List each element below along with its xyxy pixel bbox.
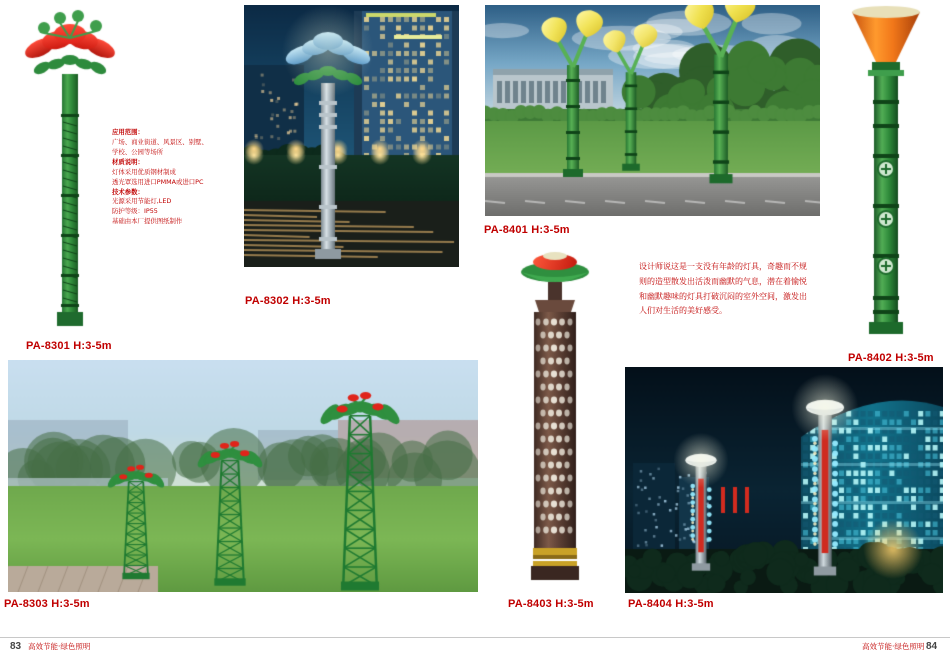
spec-line-7: 技术参数：: [112, 187, 144, 196]
product-image-pa-8403: [500, 248, 610, 592]
product-image-pa-8301: [8, 4, 128, 334]
spec-line-1: 应用范围：: [112, 128, 144, 136]
product-image-pa-8302: [243, 4, 460, 268]
page-number-right: 84: [926, 641, 938, 652]
caption-pa-8401: PA-8401 H:3-5m: [484, 224, 570, 236]
footer-divider: [0, 637, 950, 638]
spec-line-9: 防护等级：IP55: [112, 207, 158, 216]
spec-line-8: 光源采用节能灯,LED: [112, 197, 172, 206]
footer-tagline-right: 高效节能·绿色照明: [862, 642, 925, 651]
spec-line-3: 学校、公园等场所: [112, 147, 164, 156]
specification-text-block: [112, 128, 222, 227]
product-image-pa-8402: [830, 4, 942, 344]
page-number-left: 83: [10, 641, 22, 652]
caption-pa-8301: PA-8301 H:3-5m: [26, 340, 112, 352]
caption-pa-8404: PA-8404 H:3-5m: [628, 598, 714, 610]
caption-pa-8303: PA-8303 H:3-5m: [4, 598, 90, 610]
caption-pa-8402: PA-8402 H:3-5m: [848, 352, 934, 364]
caption-pa-8403: PA-8403 H:3-5m: [508, 598, 594, 610]
footer-tagline-left: 高效节能·绿色照明: [28, 642, 91, 651]
spec-line-10: 基础由本厂提供图纸制作: [112, 217, 183, 226]
spec-line-4: 材质说明：: [112, 157, 144, 166]
caption-pa-8302: PA-8302 H:3-5m: [245, 295, 331, 307]
product-image-pa-8404: [624, 366, 944, 594]
spec-line-5: 灯体采用优质钢材制成: [112, 167, 176, 176]
product-image-pa-8401: [484, 4, 821, 217]
spec-line-2: 广场、商业街道、风景区、别墅、: [112, 137, 208, 146]
spec-line-6: 透光罩选用进口PMMA或进口PC: [112, 177, 204, 186]
product-image-pa-8303: [8, 360, 478, 592]
designer-note: 设计师说这是一支没有年龄的灯具，奇趣而不规则的造型散发出活泼而幽默的气息，潜在着愉悦和幽默趣味的灯具打破沉闷的室外空间，激发出人们对生活的美好感受。: [639, 262, 807, 316]
